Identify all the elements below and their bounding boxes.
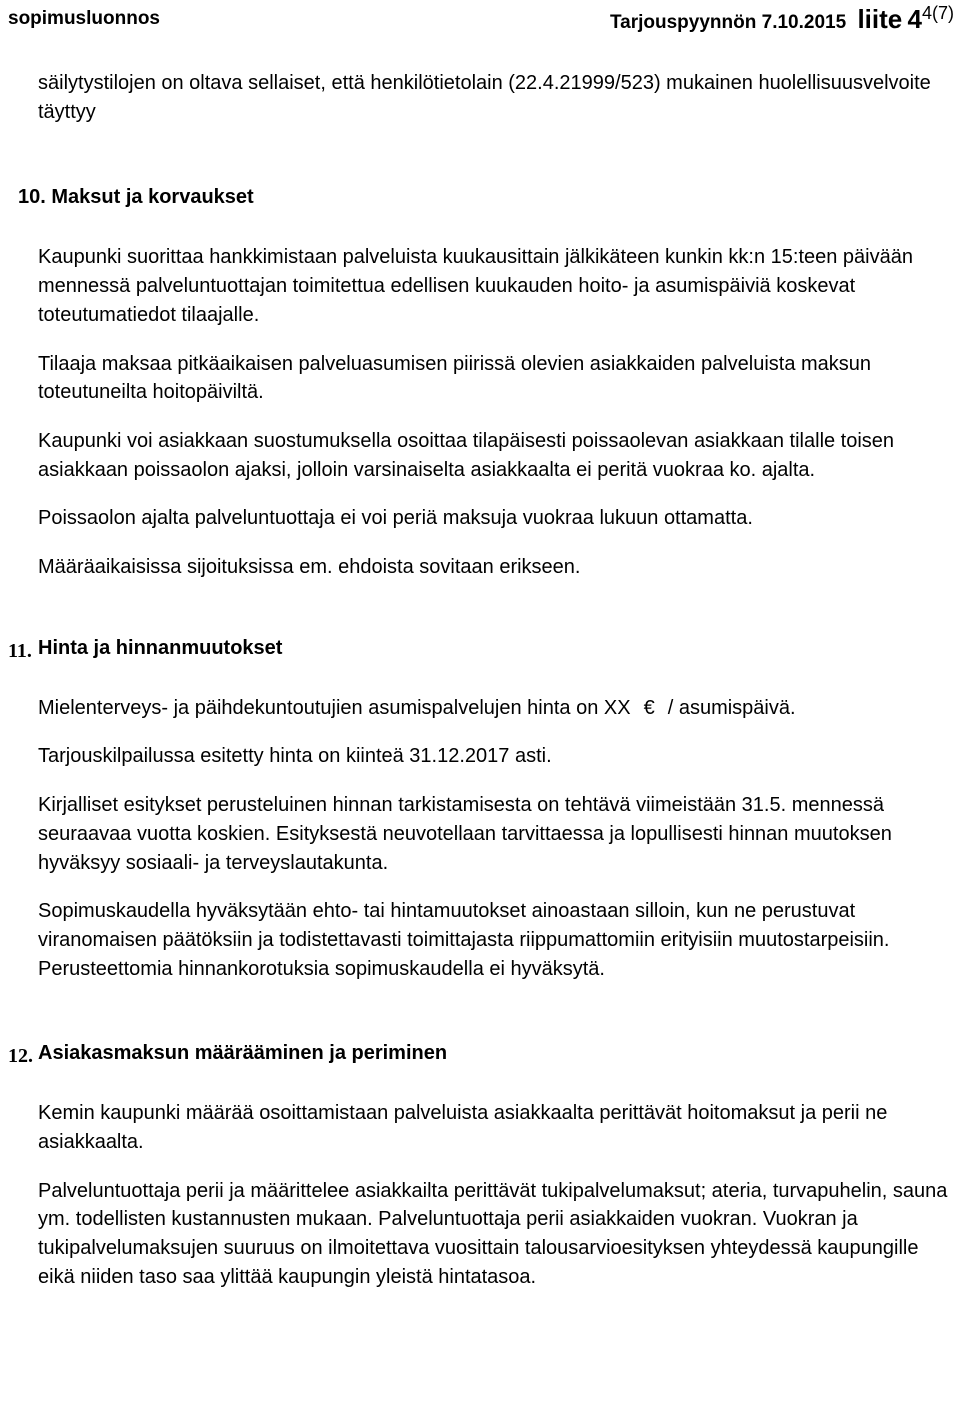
document-name: sopimusluonnos — [8, 8, 160, 29]
section-11-heading — [8, 634, 952, 662]
paragraph: Kemin kaupunki määrää osoittamistaan palveluista asiakkaalta perittävät hoitomaksut ja perii ne asiakkaalta. — [38, 1102, 888, 1154]
price-unit: / asumispäivä. — [667, 696, 796, 719]
paragraph: Kirjalliset esitykset perusteluinen hinnan tarkistamisesta on tehtävä viimeistään 31.5. mennessä seuraavaa vuotta koskien. Esityksestä neuvotellaan tarvittaessa ja lopullisesti hinnan muutoksen hyväksyy sosiaali- ja terveyslautakunta. — [38, 794, 892, 874]
paragraph: Määräaikaisissa sijoituksissa em. ehdoista sovitaan erikseen. — [38, 556, 581, 579]
page-header — [8, 4, 954, 34]
paragraph: Poissaolon ajalta palveluntuottaja ei voi periä maksuja vuokraa lukuun ottamatta. — [38, 507, 753, 530]
price-paragraph — [38, 694, 952, 723]
price-text: Mielenterveys- ja päihdekuntoutujien asumispalvelujen hinta on XX — [38, 696, 631, 719]
paragraph: Tarjouskilpailussa esitetty hinta on kiinteä 31.12.2017 asti. — [38, 745, 552, 768]
paragraph: Kaupunki suorittaa hankkimistaan palveluista kuukausittain jälkikäteen kunkin kk:n 15:teen päivään mennessä palveluntuottajan toimitettua edellisen kuukauden hoito- ja asumispäiviä koskevat toteutumatiedot tilaajalle. — [38, 246, 913, 326]
section-10-heading — [18, 183, 932, 211]
attachment-reference — [610, 4, 954, 35]
paragraph: Palveluntuottaja perii ja määrittelee asiakkailta perittävät tukipalvelumaksut; ateria, turvapuhelin, sauna ym. todellisten kustannusten mukaan. Palveluntuottaja perii asiakkaiden vuokran. Vuokran ja tukipalvelumaksujen suuruus on ilmoitettava vuosittain talousarvioesityksen yhteydessä kaupungille eikä niiden taso saa ylittää kaupungin yleistä hintatasoa. — [38, 1179, 948, 1288]
tender-reference: Tarjouspyynnön 7.10.2015 — [609, 12, 847, 33]
page-number: 4(7) — [921, 3, 954, 23]
paragraph: Sopimuskaudella hyväksytään ehto- tai hintamuutokset ainoastaan silloin, kun ne perustuvat viranomaisen päätöksiin ja todistettavasti toimittajasta riippumattomiin erityisiin muutostarpeisiin. Perusteettomia hinnankorotuksia sopimuskaudella ei hyväksytä. — [38, 900, 890, 980]
section-number: 10. — [18, 186, 46, 209]
section-number: 11. — [8, 639, 32, 662]
attachment-number: 4 — [907, 4, 922, 34]
intro-paragraph: säilytystilojen on oltava sellaiset, että henkilötietolain (22.4.21999/523) mukainen huolellisuusvelvoite täyttyy — [38, 72, 931, 123]
paragraph: Kaupunki voi asiakkaan suostumuksella osoittaa tilapäisesti poissaolevan asiakkaan tilalle toisen asiakkaan poissaolon ajaksi, jolloin varsinaiselta asiakkaalta ei peritä vuokraa ko. ajalta. — [38, 429, 895, 481]
section-title: Maksut ja korvaukset — [51, 186, 254, 209]
paragraph: Tilaaja maksaa pitkäaikaisen palveluasumisen piirissä olevien asiakkaiden palveluista maksun toteutuneilta hoitopäiviltä. — [38, 352, 872, 404]
section-title: Hinta ja hinnanmuutokset — [38, 636, 283, 659]
section-number: 12. — [8, 1045, 33, 1068]
document-body — [8, 69, 952, 1292]
section-title: Asiakasmaksun määrääminen ja periminen — [38, 1042, 448, 1065]
attachment-label: liite — [857, 4, 903, 34]
euro-symbol: € — [643, 696, 655, 719]
section-12-heading — [8, 1039, 952, 1068]
